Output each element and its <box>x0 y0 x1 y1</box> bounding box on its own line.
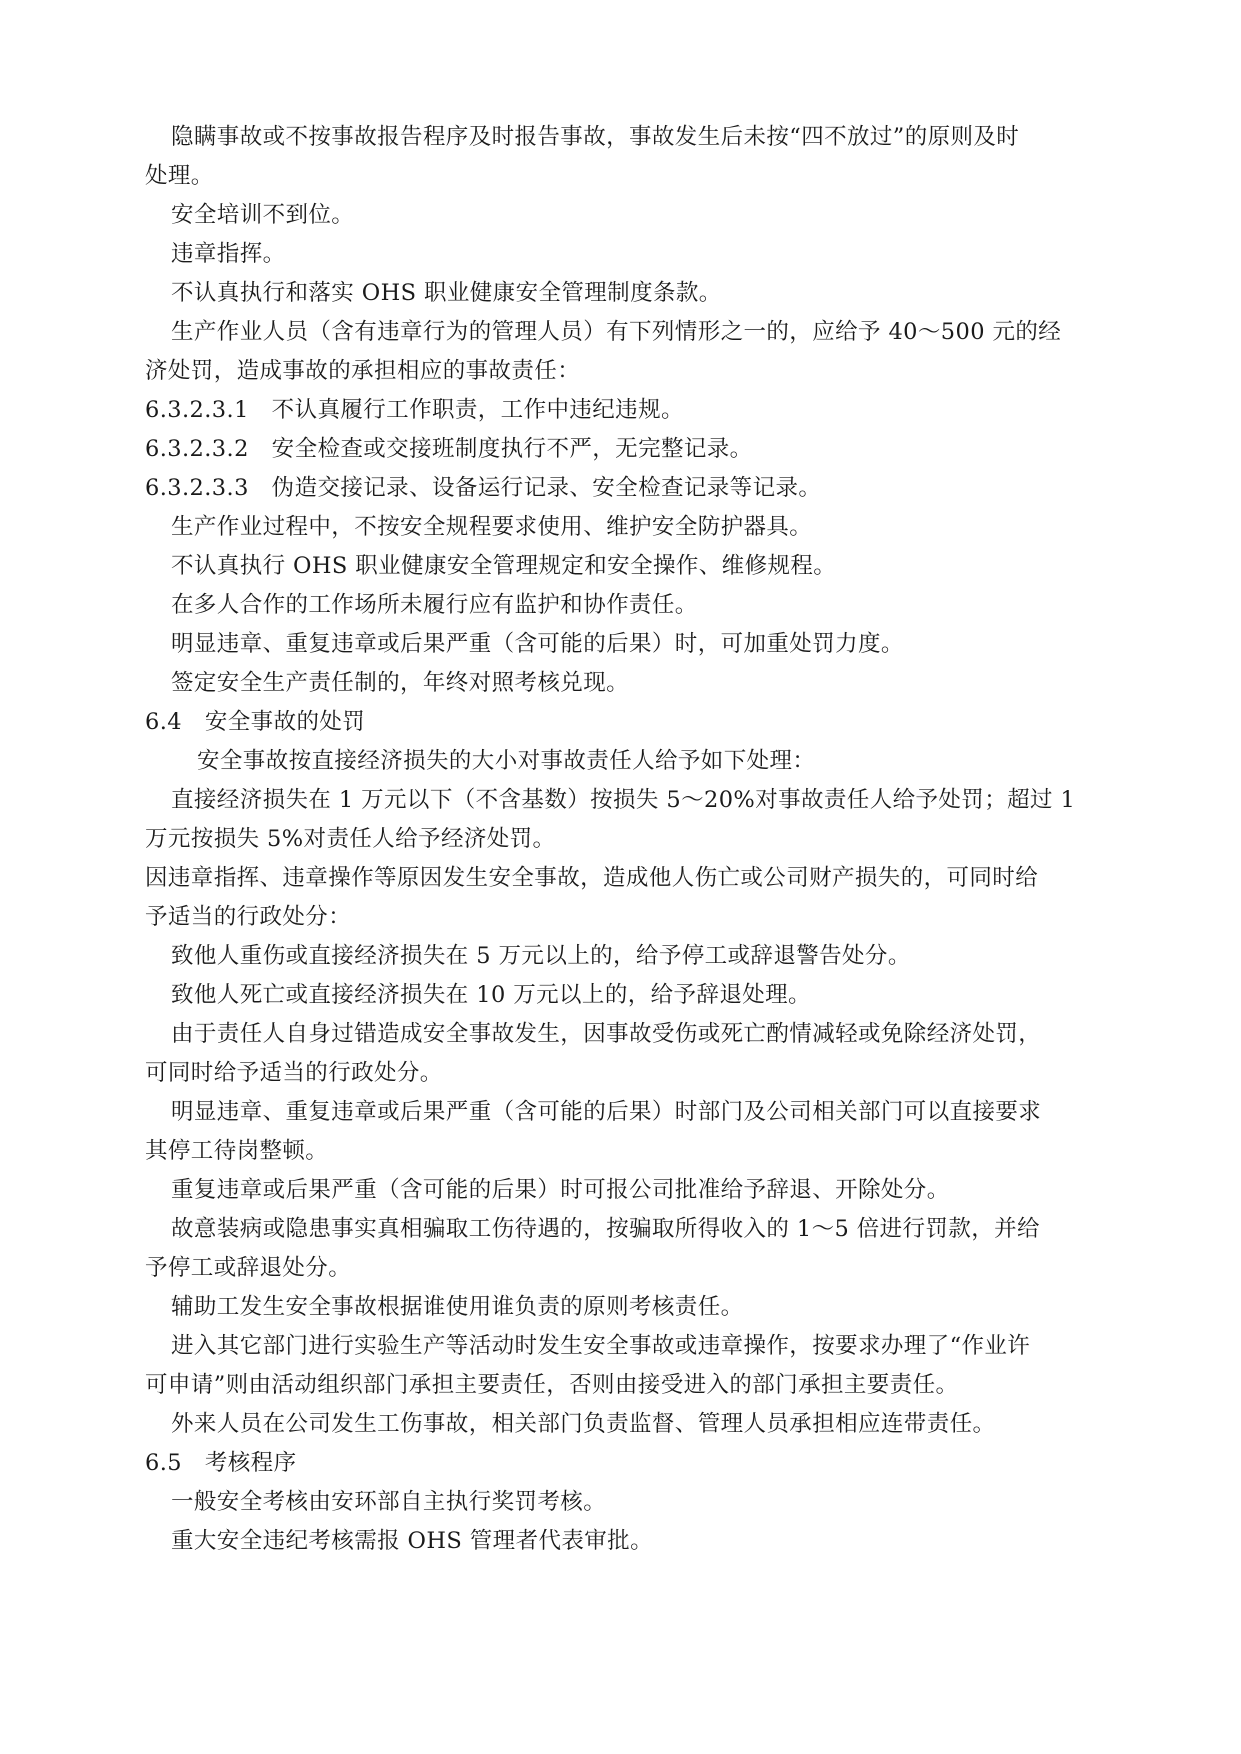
paragraph-line: 不认真执行和落实 OHS 职业健康安全管理制度条款。 <box>171 280 722 306</box>
paragraph-line: 故意装病或隐患事实真相骗取工伤待遇的，按骗取所得收入的 1～5 倍进行罚款，并给 <box>171 1216 1040 1242</box>
section-item-6-3-2-3-3: 6.3.2.3.3 伪造交接记录、设备运行记录、安全检查记录等记录。 <box>145 475 822 501</box>
paragraph-line: 其停工待岗整顿。 <box>145 1138 329 1164</box>
paragraph-line: 直接经济损失在 1 万元以下（不含基数）按损失 5～20%对事故责任人给予处罚；超过 1 <box>171 787 1076 813</box>
paragraph-line: 生产作业过程中，不按安全规程要求使用、维护安全防护器具。 <box>171 514 813 540</box>
paragraph-line: 由于责任人自身过错造成安全事故发生，因事故受伤或死亡酌情减轻或免除经济处罚， <box>171 1021 1042 1047</box>
paragraph-line: 可同时给予适当的行政处分。 <box>145 1060 443 1086</box>
paragraph-line: 不认真执行 OHS 职业健康安全管理规定和安全操作、维修规程。 <box>171 553 837 579</box>
paragraph-line: 处理。 <box>145 163 214 189</box>
section-heading-6-4: 6.4 安全事故的处罚 <box>145 709 366 735</box>
paragraph-line: 予停工或辞退处分。 <box>145 1255 352 1281</box>
paragraph-line: 致他人死亡或直接经济损失在 10 万元以上的，给予辞退处理。 <box>171 982 811 1008</box>
paragraph-line: 因违章指挥、违章操作等原因发生安全事故，造成他人伤亡或公司财产损失的，可同时给 <box>145 865 1039 891</box>
paragraph-line: 一般安全考核由安环部自主执行奖罚考核。 <box>171 1489 607 1515</box>
paragraph-line: 安全培训不到位。 <box>171 202 355 228</box>
paragraph-line: 重大安全违纪考核需报 OHS 管理者代表审批。 <box>171 1528 653 1554</box>
section-item-6-3-2-3-2: 6.3.2.3.2 安全检查或交接班制度执行不严，无完整记录。 <box>145 436 753 462</box>
paragraph-line: 可申请”则由活动组织部门承担主要责任，否则由接受进入的部门承担主要责任。 <box>145 1372 959 1398</box>
paragraph-line: 明显违章、重复违章或后果严重（含可能的后果）时，可加重处罚力度。 <box>171 631 904 657</box>
section-heading-6-5: 6.5 考核程序 <box>145 1450 297 1476</box>
paragraph-line: 隐瞒事故或不按事故报告程序及时报告事故，事故发生后未按“四不放过”的原则及时 <box>171 124 1020 150</box>
paragraph-line: 安全事故按直接经济损失的大小对事故责任人给予如下处理： <box>197 748 816 774</box>
paragraph-line: 万元按损失 5%对责任人给予经济处罚。 <box>145 826 556 852</box>
paragraph-line: 生产作业人员（含有违章行为的管理人员）有下列情形之一的，应给予 40～500 元的经 <box>171 319 1062 345</box>
paragraph-line: 重复违章或后果严重（含可能的后果）时可报公司批准给予辞退、开除处分。 <box>171 1177 950 1203</box>
section-item-6-3-2-3-1: 6.3.2.3.1 不认真履行工作职责，工作中违纪违规。 <box>145 397 684 423</box>
paragraph-line: 致他人重伤或直接经济损失在 5 万元以上的，给予停工或辞退警告处分。 <box>171 943 911 969</box>
paragraph-line: 违章指挥。 <box>171 241 286 267</box>
paragraph-line: 外来人员在公司发生工伤事故，相关部门负责监督、管理人员承担相应连带责任。 <box>171 1411 996 1437</box>
paragraph-line: 辅助工发生安全事故根据谁使用谁负责的原则考核责任。 <box>171 1294 744 1320</box>
paragraph-line: 进入其它部门进行实验生产等活动时发生安全事故或违章操作，按要求办理了“作业许 <box>171 1333 1031 1359</box>
paragraph-line: 签定安全生产责任制的，年终对照考核兑现。 <box>171 670 630 696</box>
paragraph-line: 予适当的行政处分： <box>145 904 352 930</box>
paragraph-line: 明显违章、重复违章或后果严重（含可能的后果）时部门及公司相关部门可以直接要求 <box>171 1099 1042 1125</box>
paragraph-line: 在多人合作的工作场所未履行应有监护和协作责任。 <box>171 592 698 618</box>
paragraph-line: 济处罚，造成事故的承担相应的事故责任： <box>145 358 581 384</box>
